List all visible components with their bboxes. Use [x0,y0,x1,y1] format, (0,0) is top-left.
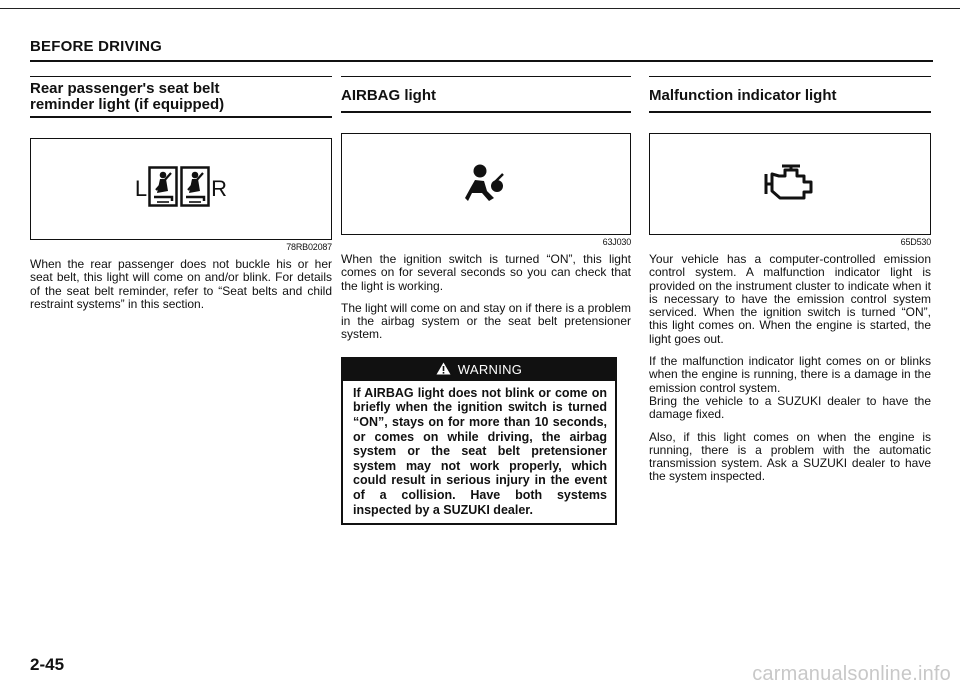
malfunction-indicator-figure [649,133,931,235]
seat-belt-reminder-figure [30,138,332,240]
top-border-rule [0,8,960,9]
right-seat-letter: R [211,176,228,201]
body-paragraph: When the ignition switch is turned “ON”, this light comes on for several seconds so you can check that the light is working. [341,252,631,293]
heading-top-rule [649,76,931,77]
heading-top-rule [341,76,631,77]
warning-box [341,357,617,525]
section-title-rule [30,60,933,62]
column-malfunction-indicator [649,76,931,484]
column-seat-belt-reminder [30,76,332,311]
warning-text: If AIRBAG light does not blink or come on briefly when the ignition switch is turned “ON”, stays on for more than 10 seconds, or comes on while driving, the airbag system or the seat belt pretensioner system may not work properly, which could result in serious injury in the event of a collision. Have both systems inspected by a SUZUKI dealer. [353,385,607,517]
watermark: carmanualsonline.info [752,663,951,685]
section-title: BEFORE DRIVING [30,38,162,55]
heading-bottom-rule [649,111,931,113]
column-airbag-light [341,76,631,525]
page-number: 2-45 [30,655,65,674]
heading-line-1: Rear passenger's seat belt [30,80,220,97]
airbag-icon [464,160,508,209]
airbag-light-heading: AIRBAG light [341,87,436,104]
body-paragraph: Bring the vehicle to a SUZUKI dealer to have the damage fixed. [649,393,931,422]
body-paragraph: Your vehicle has a computer-controlled emission control system. A malfunction indicator light is provided on the instrument cluster to indicate when it is necessary to have the emission control system serviced. When the ignition switch is turned “ON”, this light comes on. When the engine is started, the light goes out. [649,252,931,346]
warning-label: WARNING [457,362,523,378]
heading-bottom-rule [30,116,332,118]
malfunction-indicator-heading: Malfunction indicator light [649,87,837,104]
airbag-light-figure [341,133,631,235]
body-paragraph: Also, if this light comes on when the engine is running, there is a problem with the automatic transmission system. Ask a SUZUKI dealer to have the system inspected. [649,429,931,484]
heading-bottom-rule [341,111,631,113]
seat-belt-reminder-heading [30,81,332,113]
figure-code: 65D530 [900,237,931,247]
warning-triangle-icon [436,362,451,378]
body-paragraph: The light will come on and stay on if there is a problem in the airbag system or the seat belt pretensioner system. [341,300,631,342]
body-paragraph: If the malfunction indicator light comes on or blinks when the engine is running, there is a damage in the emission control system. [649,354,931,395]
body-paragraph: When the rear passenger does not buckle his or her seat belt, this light will come on and/or blink. For details of the seat belt reminder, refer to “Seat belts and child restraint systems” in this section. [30,257,332,311]
heading-top-rule [30,76,332,77]
seat-belt-reminder-icon [148,166,210,213]
engine-check-icon [763,164,817,205]
left-seat-letter: L [134,176,148,201]
heading-line-2: reminder light (if equipped) [30,96,225,113]
figure-code: 78RB02087 [286,242,332,252]
figure-code: 63J030 [602,237,631,247]
warning-header [343,359,615,381]
